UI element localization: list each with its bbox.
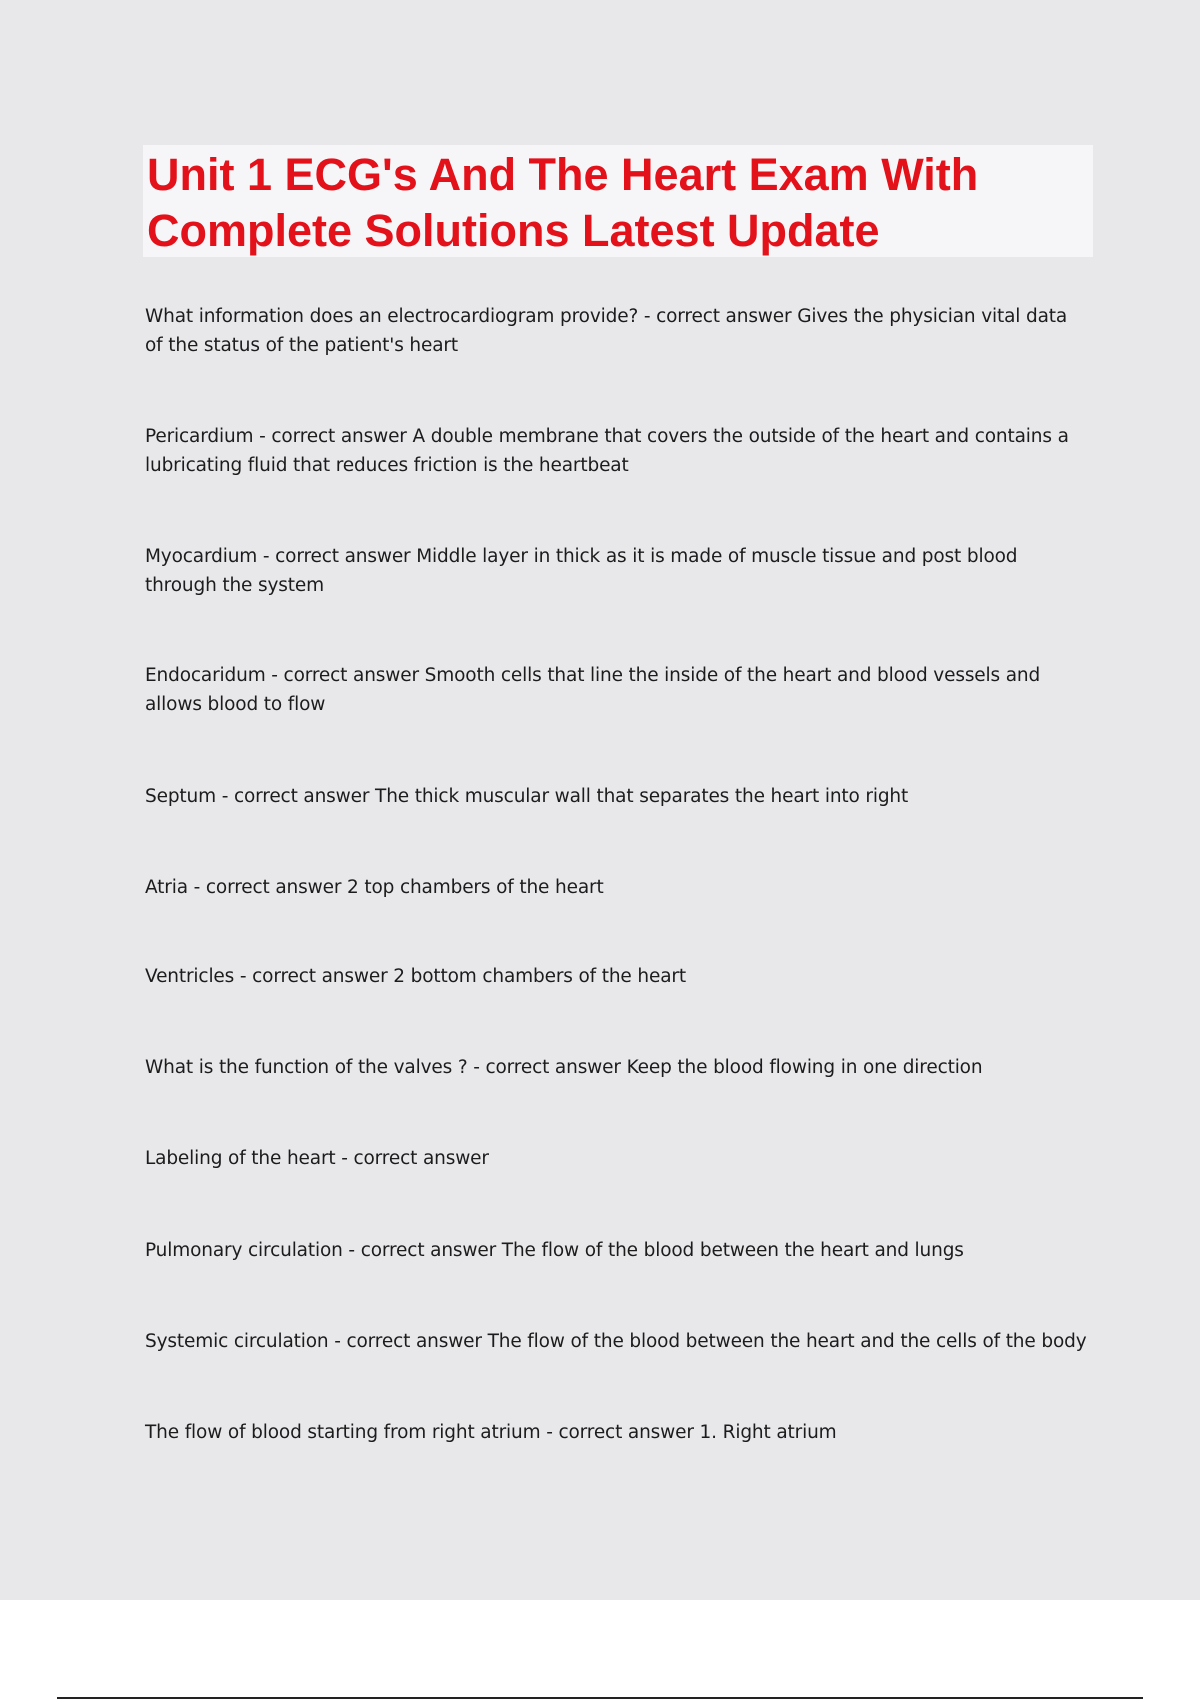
qa-item: Ventricles - correct answer 2 bottom chambers of the heart [145, 966, 686, 987]
footer-divider [57, 1697, 1143, 1699]
qa-item: Pericardium - correct answer A double membrane that covers the outside of the heart and contains a lubricating fluid that reduces friction is the heartbeat [145, 426, 1069, 476]
qa-item: Pulmonary circulation - correct answer The flow of the blood between the heart and lungs [145, 1240, 964, 1261]
qa-item: What is the function of the valves ? - correct answer Keep the blood flowing in one direction [145, 1057, 983, 1078]
qa-item: Septum - correct answer The thick muscular wall that separates the heart into right [145, 786, 909, 807]
qa-item: Myocardium - correct answer Middle layer in thick as it is made of muscle tissue and post blood through the system [145, 546, 1018, 596]
qa-item: Systemic circulation - correct answer The flow of the blood between the heart and the cells of the body [145, 1331, 1087, 1352]
qa-item: Labeling of the heart - correct answer [145, 1148, 489, 1169]
title-box [143, 145, 1093, 257]
qa-item: Atria - correct answer 2 top chambers of the heart [145, 877, 604, 898]
document-title: Unit 1 ECG's And The Heart Exam With Complete Solutions Latest Update [147, 149, 979, 256]
qa-item: What information does an electrocardiogram provide? - correct answer Gives the physician vital data of the status of the patient's heart [145, 306, 1068, 356]
qa-item: The flow of blood starting from right atrium - correct answer 1. Right atrium [145, 1422, 837, 1443]
qa-item: Endocaridum - correct answer Smooth cells that line the inside of the heart and blood vessels and allows blood to flow [145, 665, 1041, 715]
